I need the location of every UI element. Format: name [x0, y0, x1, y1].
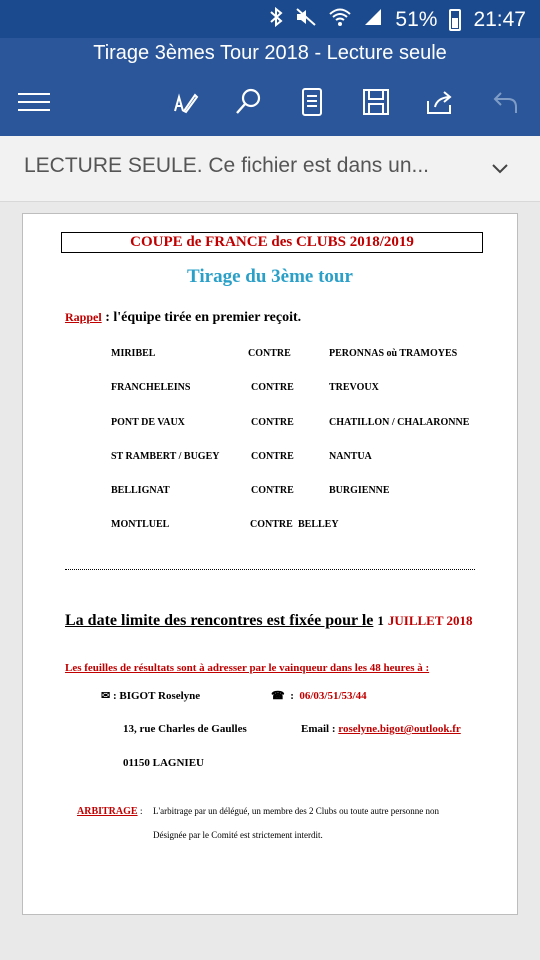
wifi-icon [329, 7, 351, 33]
arbitrage-label: ARBITRAGE [77, 806, 138, 817]
save-icon [361, 87, 391, 117]
results-instructions: Les feuilles de résultats sont à adresser par le vainqueur dans les 48 heures à : [65, 662, 430, 674]
deadline-text: La date limite des rencontres est fixée pour le [65, 612, 374, 629]
dotted-separator [65, 566, 475, 570]
rappel-line [65, 310, 301, 326]
search-icon [233, 87, 263, 117]
battery-percent: 51% [395, 8, 438, 31]
pen-icon [169, 87, 199, 117]
undo-icon [492, 87, 520, 117]
match-home: PONT DE VAUX [111, 417, 185, 428]
arbitrage-line-2: Désignée par le Comité est strictement interdit. [153, 830, 323, 840]
email-label: Email : [301, 723, 336, 735]
banner-text: LECTURE SEULE. Ce fichier est dans un... [24, 154, 429, 177]
deadline-date: JUILLET 2018 [387, 613, 473, 628]
menu-button[interactable] [14, 82, 54, 122]
contact-email-line [301, 723, 461, 735]
share-icon [425, 87, 455, 117]
contact-address: 13, rue Charles de Gaulles [123, 723, 247, 735]
deadline-line [65, 612, 473, 630]
contact-phone-line: ☎ : 06/03/51/53/44 [271, 690, 367, 702]
document-heading: COUPE de FRANCE des CLUBS 2018/2019 [61, 232, 483, 253]
read-only-banner[interactable] [0, 136, 540, 202]
match-vs: CONTRE [251, 382, 294, 393]
expand-button[interactable] [488, 156, 512, 180]
deadline-day: 1 [377, 613, 384, 628]
match-home: FRANCHELEINS [111, 382, 191, 393]
match-away: TREVOUX [329, 382, 379, 393]
match-vs: CONTRE [248, 348, 291, 359]
save-button[interactable] [356, 82, 396, 122]
match-away: BURGIENNE [329, 485, 390, 496]
match-vs: CONTRE [251, 451, 294, 462]
mute-icon [295, 7, 317, 33]
contact-name-line [101, 689, 200, 702]
status-icons [269, 6, 526, 34]
arbitrage-line-1: L'arbitrage par un délégué, un membre des 2 Clubs ou toute autre personne non [153, 806, 440, 816]
bluetooth-icon [269, 7, 283, 33]
match-home: MONTLUEL [111, 519, 170, 530]
arbitrage-colon: : [140, 806, 143, 816]
signal-icon [363, 7, 383, 33]
rappel-label: Rappel [65, 310, 102, 324]
battery-icon [449, 9, 461, 31]
undo-button[interactable] [486, 82, 526, 122]
match-home: MIRIBEL [111, 348, 156, 359]
match-away: BELLEY [298, 519, 339, 530]
match-home: BELLIGNAT [111, 485, 170, 496]
match-home: ST RAMBERT / BUGEY [111, 451, 220, 462]
clock: 21:47 [473, 8, 526, 31]
status-bar [0, 0, 540, 38]
match-vs: CONTRE [251, 417, 294, 428]
telephone-icon: ☎ [271, 690, 285, 702]
reading-view-button[interactable] [292, 82, 332, 122]
match-away: PERONNAS où TRAMOYES [329, 348, 458, 359]
email-link[interactable]: roselyne.bigot@outlook.fr [338, 723, 461, 735]
chevron-down-icon [488, 156, 512, 180]
hamburger-icon [18, 92, 50, 112]
contact-phone: 06/03/51/53/44 [299, 690, 367, 702]
contact-city: 01150 LAGNIEU [123, 757, 204, 769]
document-page [22, 213, 518, 915]
phone-view-icon [300, 87, 324, 117]
rappel-text: : l'équipe tirée en premier reçoit. [101, 310, 302, 325]
match-vs: CONTRE [251, 485, 294, 496]
match-away: NANTUA [329, 451, 372, 462]
match-away: CHATILLON / CHALARONNE [329, 417, 470, 428]
document-subtitle: Tirage du 3ème tour [187, 266, 353, 287]
search-button[interactable] [228, 82, 268, 122]
envelope-icon: ✉ [101, 690, 111, 702]
edit-button[interactable] [164, 82, 204, 122]
document-title: Tirage 3èmes Tour 2018 - Lecture seule [93, 42, 447, 64]
contact-name: : BIGOT Roselyne [112, 690, 201, 702]
match-vs: CONTRE [250, 519, 293, 530]
share-button[interactable] [420, 82, 460, 122]
